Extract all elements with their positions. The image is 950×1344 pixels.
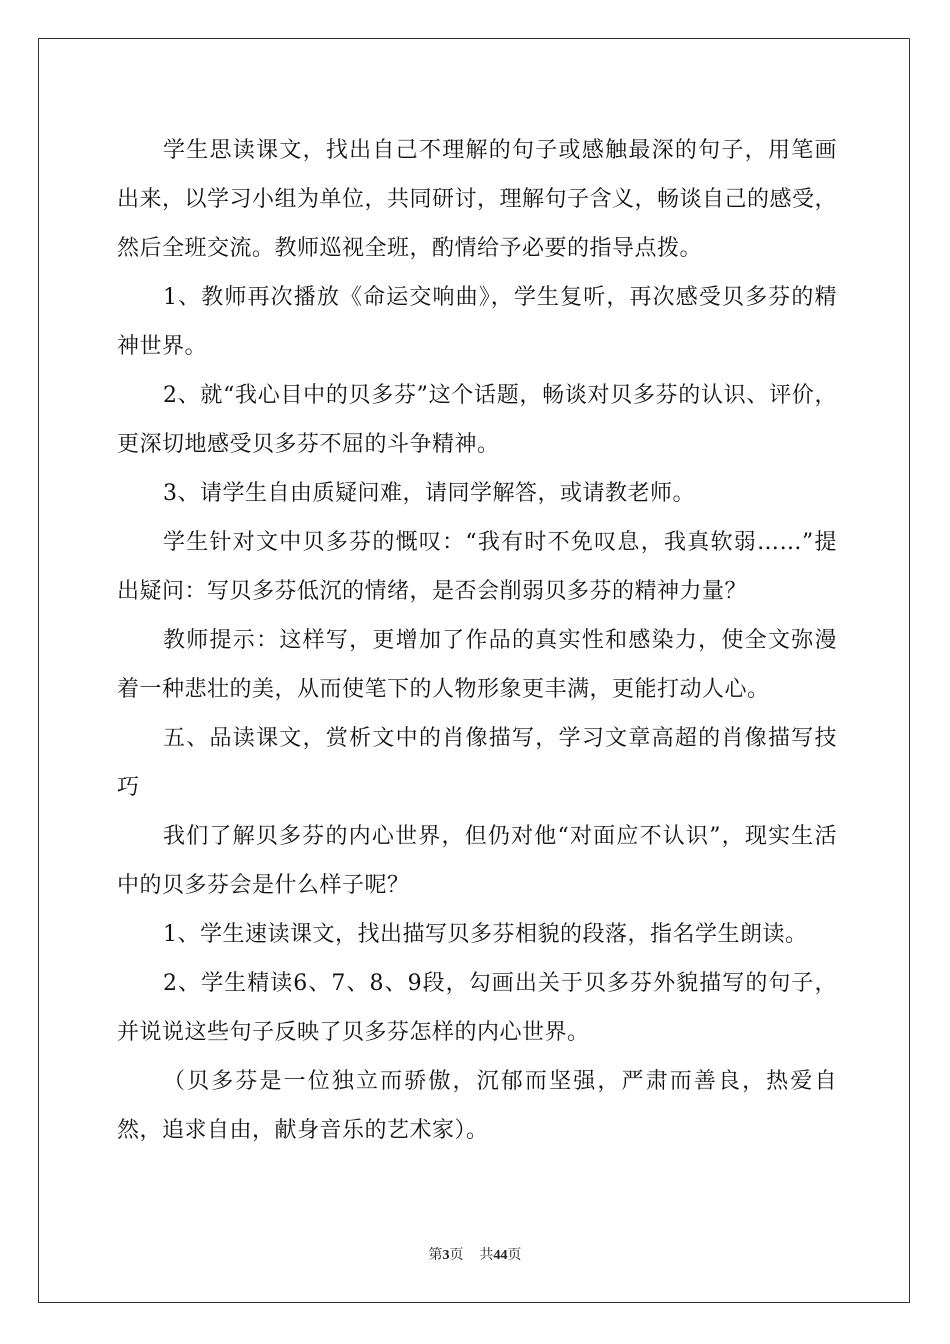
document-body bbox=[117, 126, 837, 1155]
paragraph: （贝多芬是一位独立而骄傲，沉郁而坚强，严肃而善良，热爱自然，追求自由，献身音乐的艺术家）。 bbox=[117, 1069, 837, 1143]
paragraph: 2、学生精读6、7、8、9段，勾画出关于贝多芬外貌描写的句子，并说说这些句子反映了贝多芬怎样的内心世界。 bbox=[117, 971, 837, 1045]
paragraph: 五、品读课文，赏析文中的肖像描写，学习文章高超的肖像描写技巧 bbox=[117, 726, 837, 800]
paragraph: 我们了解贝多芬的内心世界，但仍对他“对面应不认识”，现实生活中的贝多芬会是什么样子呢？ bbox=[117, 824, 837, 898]
total-pages-indicator: 共44页 bbox=[479, 1247, 522, 1263]
paragraph: 教师提示：这样写，更增加了作品的真实性和感染力，使全文弥漫着一种悲壮的美，从而使笔下的人物形象更丰满，更能打动人心。 bbox=[117, 628, 837, 702]
paragraph: 1、学生速读课文，找出描写贝多芬相貌的段落，指名学生朗读。 bbox=[163, 922, 808, 947]
paragraph: 学生针对文中贝多芬的慨叹：“我有时不免叹息，我真软弱……”提出疑问：写贝多芬低沉的情绪，是否会削弱贝多芬的精神力量？ bbox=[117, 530, 837, 604]
paragraph: 3、请学生自由质疑问难，请同学解答，或请教老师。 bbox=[163, 481, 695, 506]
paragraph: 1、教师再次播放《命运交响曲》，学生复听，再次感受贝多芬的精神世界。 bbox=[117, 285, 837, 359]
page-footer bbox=[0, 1244, 950, 1264]
page-indicator: 第3页 bbox=[428, 1247, 464, 1263]
paragraph: 2、就“我心目中的贝多芬”这个话题，畅谈对贝多芬的认识、评价，更深切地感受贝多芬不屈的斗争精神。 bbox=[117, 383, 837, 457]
paragraph: 学生思读课文，找出自己不理解的句子或感触最深的句子，用笔画出来，以学习小组为单位，共同研讨，理解句子含义，畅谈自己的感受，然后全班交流。教师巡视全班，酌情给予必要的指导点拨。 bbox=[117, 138, 838, 261]
